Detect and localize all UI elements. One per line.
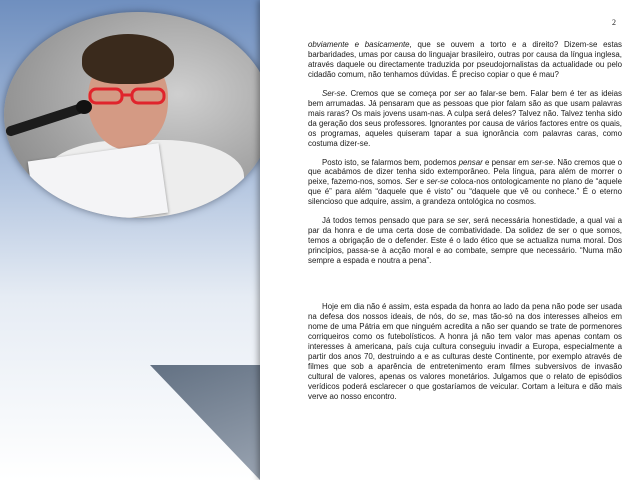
red-glasses-icon — [88, 86, 166, 106]
text-segment: ser — [454, 88, 466, 98]
page-number: 2 — [612, 18, 616, 27]
speaker-hair — [82, 34, 174, 84]
text-segment: obviamente e basicamente — [308, 40, 410, 49]
held-paper — [28, 143, 168, 218]
text-segment: e pensar em — [482, 157, 532, 167]
paragraph-2 — [308, 89, 622, 149]
text-segment: . Cremos que se começa por — [345, 88, 455, 98]
document-page — [260, 0, 640, 480]
text-segment: Ser — [405, 177, 418, 187]
text-segment: coloca-nos ontologicamente no plano de “aquele que é” para além “daquele que é visto” ou “daquele que vê ou conhece.” É o eterno silencioso que adquire, assim, a grandeza ontológica no cosmos. — [308, 177, 622, 207]
paragraph-1 — [308, 40, 622, 80]
text-segment: , mas tão-só na dos interesses alheios em nome de uma Pátria em que ninguém acredita a não ser quando se trate de pormenores corriqueiros como os futebolísticos. A honra já não tem valor mas apenas contam os interesses à americana, país cuja cultura conseguiu invadir a Europa, especialmente a partir dos anos 70, destruindo a e as culturas deste Continente, por exemplo através de filmes que sob a aparência de entretenimento eram filmes subversivos de invasão cultural de valores, apenas os valores monetários. Julgamos que o relato de episódios verídicos poderá esclarecer o que gostaríamos de veicular. Cortam a leitura e dão mais verve ao nosso encontro. — [308, 312, 622, 401]
text-segment: se ser — [446, 216, 469, 226]
text-segment: Já todos temos pensado que para — [322, 216, 447, 226]
page-text — [308, 40, 622, 402]
text-segment: e — [417, 177, 427, 187]
speaker-photo — [4, 12, 272, 218]
text-segment: ser-se — [531, 157, 553, 167]
text-segment: ao falar-se bem. Falar bem é ter as ideias bem arrumadas. Já pensaram que as pessoas que pior falam são as que usam palavras mais raras? Os mais jovens usam-nas. A culpa será deles? Talvez não. Talvez tenha sido da geração dos seus professores. Ignorantes por causa de vários factores entre os quais, os programas, aqueles quiseram tapar a sua ignorância com palavras caras, como costuma dizer-se. — [308, 88, 622, 148]
paragraph-4 — [308, 216, 622, 266]
text-segment: Hoje em dia não é assim, esta espada da honra ao lado da pena não pode ser usada na defesa dos nossos ideais, de nós, do — [308, 302, 622, 322]
text-segment: ser-se — [426, 177, 449, 187]
text-segment: se — [458, 312, 468, 322]
text-segment: . Não cremos que o que acabámos de dizer tenha sido extemporâneo. Pela língua, para além de morrer o peixe, fazemo-nos, somos. — [308, 157, 622, 187]
paragraph-3 — [308, 158, 622, 208]
text-segment: , que se ouvem a torto e a direito? Dizem-se estas barbaridades, umas por causa do linguajar brasileiro, outras por causa da língua inglesa, através daquele ou directamente traduzida por pseudojornalistas da actualidade ou pelo cidadão comum, não tenhamos dúvidas. É preciso copiar o que é mau? — [308, 40, 623, 79]
text-segment: Posto isto, se falarmos bem, podemos — [322, 157, 459, 167]
text-segment: , será necessária honestidade, a qual vai a par da honra e de uma certa dose de combatividade. Da solidez de ser o que somos, temos a obrigação de o defender. Este é o lado ético que se actualiza numa moral. Dos princípios, passa-se à acção moral e ao combate, sempre que necessário. “Numa mão sempre a espada e noutra a pena”. — [308, 216, 622, 266]
text-segment: Ser-se — [322, 88, 346, 98]
text-segment: pensar — [458, 157, 483, 167]
paragraph-5 — [308, 302, 622, 402]
microphone-head-icon — [76, 100, 92, 114]
